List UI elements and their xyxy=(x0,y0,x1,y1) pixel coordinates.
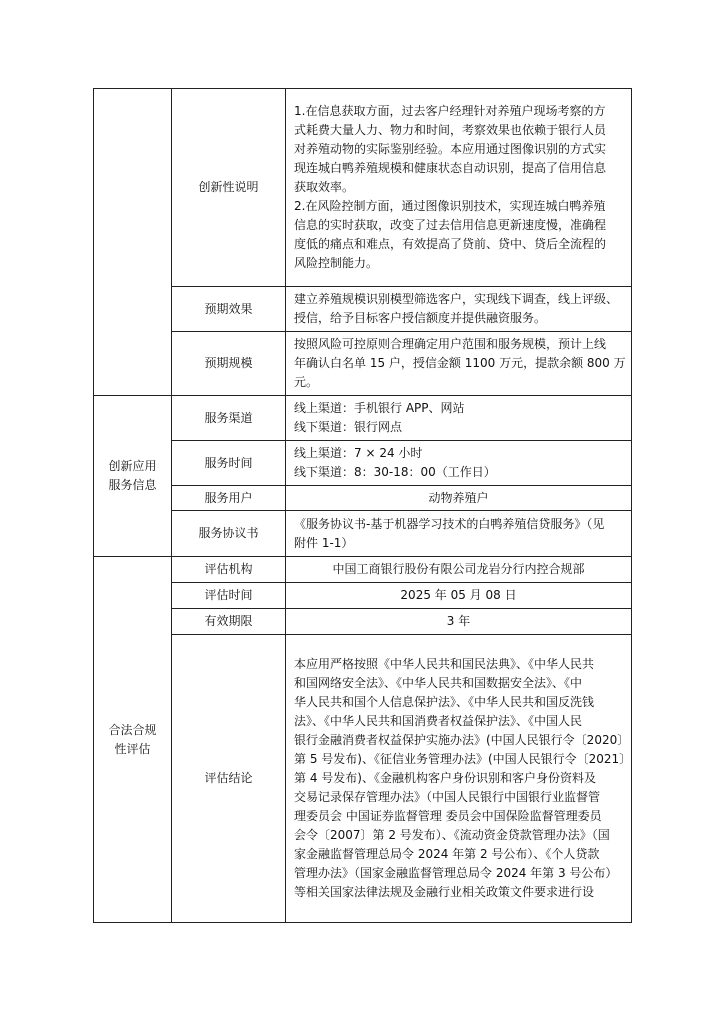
text-line: 交易记录保存管理办法》（中国人民银行中国银行业监督管 xyxy=(294,790,601,804)
value-service-agreement xyxy=(286,511,632,557)
row-eval-org xyxy=(94,557,632,583)
label-service-channels: 服务渠道 xyxy=(172,396,286,441)
section-cell-blank xyxy=(94,89,172,396)
text-line: 获取效率。 xyxy=(294,180,355,194)
text-line: 2.在风险控制方面，通过图像识别技术，实现连城白鸭养殖 xyxy=(294,199,606,213)
text-line: 银行金融消费者权益保护实施办法》(中国人民银行令〔2020〕 xyxy=(294,733,630,747)
value-expected-scale xyxy=(286,332,632,396)
row-service-agreement xyxy=(94,511,632,557)
text-line: 理委员会 中国证券监督管理 委员会中国保险监督管理委员 xyxy=(294,809,602,823)
text-line: 《服务协议书-基于机器学习技术的白鸭养殖信贷服务》（见 xyxy=(294,516,605,531)
text-line: 元。 xyxy=(294,375,319,389)
value-validity: 3 年 xyxy=(286,609,632,635)
row-eval-date xyxy=(94,583,632,609)
value-eval-org: 中国工商银行股份有限公司龙岩分行内控合规部 xyxy=(286,557,632,583)
text-line: 第 4 号发布)、《金融机构客户身份识别和客户身份资料及 xyxy=(294,771,596,785)
value-eval-date: 2025 年 05 月 08 日 xyxy=(286,583,632,609)
text-line: 会令〔2007〕第 2 号发布）、《流动资金贷款管理办法》（国 xyxy=(294,828,610,842)
text-line: 华人民共和国个人信息保护法》、《中华人民共和国反洗钱 xyxy=(294,695,595,709)
text-line: 第 5 号发布)、《征信业务管理办法》(中国人民银行令〔2021〕 xyxy=(294,752,632,766)
label-service-users: 服务用户 xyxy=(172,486,286,511)
text-line: 管理办法》（国家金融监督管理总局令 2024 年第 3 号公布） xyxy=(294,866,618,880)
assessment-table xyxy=(93,88,632,923)
text-line: 等相关国家法律法规及金融行业相关政策文件要求进行设 xyxy=(294,885,595,899)
text-line: 线上渠道：7 × 24 小时 xyxy=(294,446,423,460)
text-line: 风险控制能力。 xyxy=(294,256,379,270)
text-line: 按照风险可控原则合理确定用户范围和服务规模，预计上线 xyxy=(294,337,607,351)
value-conclusion xyxy=(286,635,632,923)
text-line: 线上渠道：手机银行 APP、网站 xyxy=(294,401,465,415)
label-service-time: 服务时间 xyxy=(172,441,286,486)
text-line: 对养殖动物的实际鉴别经验。本应用通过图像识别的方式实 xyxy=(294,142,607,156)
text-line: 信息的实时获取，改变了过去信用信息更新速度慢，准确程 xyxy=(294,218,607,232)
text-line: 本应用严格按照《中华人民共和国民法典》、《中华人民共 xyxy=(294,657,595,671)
value-expected-effect xyxy=(286,287,632,332)
label-expected-scale: 预期规模 xyxy=(172,332,286,396)
section-service-info: 创新应用服务信息 xyxy=(94,396,172,557)
label-expected-effect: 预期效果 xyxy=(172,287,286,332)
row-validity xyxy=(94,609,632,635)
value-service-channels xyxy=(286,396,632,441)
text-line: 式耗费大量人力、物力和时间，考察效果也依赖于银行人员 xyxy=(294,123,607,137)
label-eval-date: 评估时间 xyxy=(172,583,286,609)
text-line: 家金融监督管理总局令 2024 年第 2 号公布）、《个人贷款 xyxy=(294,847,600,861)
value-service-users: 动物养殖户 xyxy=(286,486,632,511)
section-compliance: 合法合规性评估 xyxy=(94,557,172,923)
value-innovation xyxy=(286,89,632,287)
value-service-time xyxy=(286,441,632,486)
label-innovation: 创新性说明 xyxy=(172,89,286,287)
row-expected-scale xyxy=(94,332,632,396)
text-line: 线下渠道：银行网点 xyxy=(294,420,403,434)
text-line: 现连城白鸭养殖规模和健康状态自动识别，提高了信用信息 xyxy=(294,161,607,175)
row-expected-effect xyxy=(94,287,632,332)
text-line: 线下渠道：8：30-18：00（工作日） xyxy=(294,465,496,479)
text-line: 1.在信息获取方面，过去客户经理针对养殖户现场考察的方 xyxy=(294,104,606,118)
row-service-time xyxy=(94,441,632,486)
text-line: 法》、《中华人民共和国消费者权益保护法》、《中国人民 xyxy=(294,714,583,728)
row-service-channels xyxy=(94,396,632,441)
text-line: 年确认白名单 15 户，授信金额 1100 万元，提款余额 800 万 xyxy=(294,356,626,370)
text-line: 建立养殖规模识别模型筛选客户，实现线下调查，线上评级、 xyxy=(294,292,619,306)
label-validity: 有效期限 xyxy=(172,609,286,635)
label-conclusion: 评估结论 xyxy=(172,635,286,923)
row-innovation xyxy=(94,89,632,287)
text-line: 附件 1-1） xyxy=(294,535,354,550)
text-line: 度低的痛点和难点，有效提高了贷前、贷中、贷后全流程的 xyxy=(294,237,607,251)
row-conclusion xyxy=(94,635,632,923)
text-line: 授信，给予目标客户授信额度并提供融资服务。 xyxy=(294,311,547,325)
text-line: 和国网络安全法》、《中华人民共和国数据安全法》、《中 xyxy=(294,676,583,690)
row-service-users xyxy=(94,486,632,511)
label-service-agreement: 服务协议书 xyxy=(172,511,286,557)
label-eval-org: 评估机构 xyxy=(172,557,286,583)
